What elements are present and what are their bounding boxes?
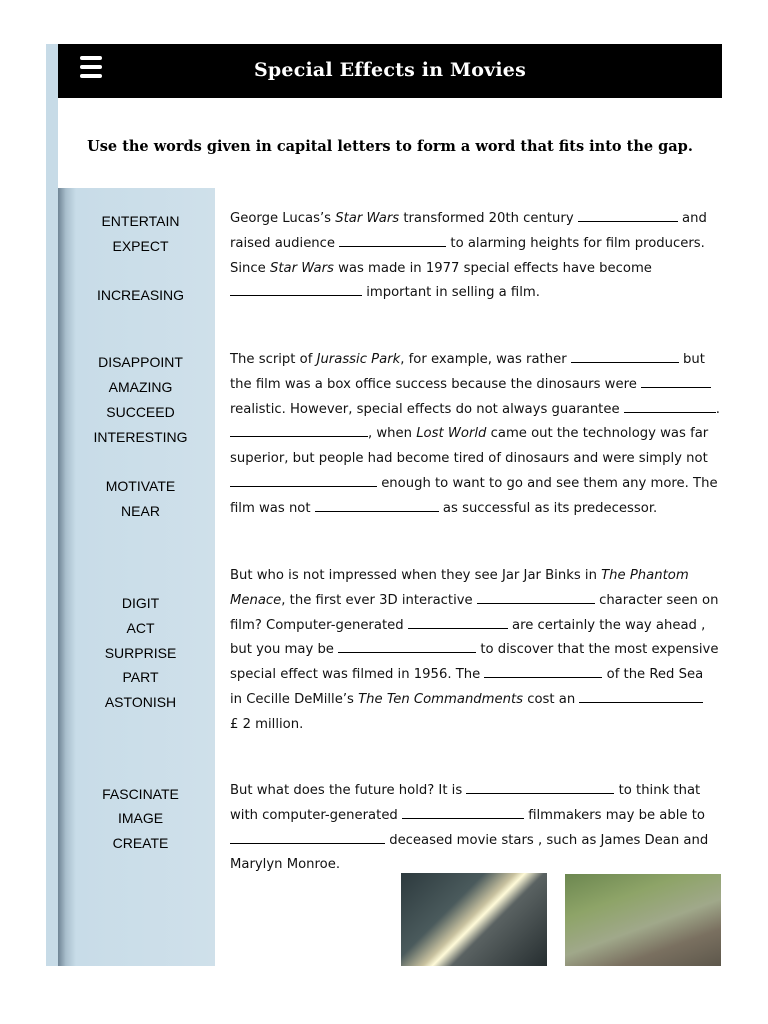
keyword: INTERESTING: [93, 429, 188, 445]
text-line: [230, 564, 720, 589]
paragraph-2: [230, 348, 720, 522]
text-line: [230, 589, 720, 614]
text-run: as successful as its predecessor.: [438, 500, 658, 516]
instructions: Use the words given in capital letters to form a word that fits into the gap.: [87, 138, 693, 155]
text-line: [230, 688, 720, 713]
text-run: Marylyn Monroe.: [230, 857, 341, 873]
text-run: to think that: [614, 783, 701, 798]
gap-blank[interactable]: [315, 497, 439, 512]
text-line: [230, 398, 720, 423]
text-run: , when: [368, 426, 417, 442]
text-line: [230, 281, 720, 306]
text-line: [230, 422, 720, 447]
text-run: superior, but people had become tired of dinosaurs and were simply not: [230, 451, 708, 467]
keyword: DIGIT: [121, 595, 160, 611]
text-run: but you may be: [230, 642, 339, 658]
italic-title: The Ten Commandments: [358, 691, 524, 707]
text-line: [230, 257, 720, 282]
keyword: NEAR: [121, 503, 160, 519]
gap-blank[interactable]: [339, 232, 446, 247]
italic-title: The Phantom: [601, 568, 689, 583]
gap-blank[interactable]: [230, 281, 362, 296]
gap-blank[interactable]: [484, 663, 602, 678]
keyword: PART: [122, 669, 159, 685]
paragraph-1: [230, 207, 720, 306]
text-line: [230, 472, 720, 497]
header-bar: [58, 44, 722, 98]
text-line: [230, 447, 720, 472]
keyword: AMAZING: [108, 379, 173, 395]
gap-blank[interactable]: [571, 348, 679, 363]
gap-blank[interactable]: [408, 614, 508, 629]
text-run: of the Red Sea: [602, 667, 704, 683]
text-run: filmmakers may be able to: [524, 807, 705, 823]
keyword: INCREASING: [96, 287, 185, 303]
text-run: are certainly the way ahead ,: [507, 617, 706, 633]
paragraph-3: [230, 564, 720, 738]
page-title: Special Effects in Movies: [254, 59, 526, 81]
gap-blank[interactable]: [578, 207, 678, 222]
keyword: DISAPPOINT: [98, 354, 183, 370]
gap-blank[interactable]: [230, 829, 385, 844]
text-run: deceased movie stars , such as James Dean and: [385, 832, 709, 848]
text-run: £ 2 million.: [230, 716, 304, 732]
text-line: [230, 638, 720, 663]
italic-title: Lost World: [416, 426, 487, 442]
text-run: But who is not impressed when they see Jar Jar Binks in: [230, 568, 602, 583]
keyword: ASTONISH: [104, 694, 177, 710]
text-line: [230, 207, 720, 232]
text-run: special effect was filmed in 1956. The: [230, 667, 485, 683]
text-run: and: [677, 211, 707, 226]
text-run: Since: [230, 260, 270, 276]
text-line: [230, 232, 720, 257]
italic-title: Star Wars: [269, 260, 334, 276]
text-run: raised audience: [230, 235, 340, 251]
text-run: character seen on: [594, 592, 719, 608]
keyword: CREATE: [112, 835, 169, 851]
italic-title: Star Wars: [335, 211, 400, 226]
gap-blank[interactable]: [338, 638, 476, 653]
text-line: [230, 713, 720, 738]
text-run: with computer-generated: [230, 807, 402, 823]
text-line: [230, 497, 720, 522]
keyword: FASCINATE: [102, 786, 179, 802]
keyword: SURPRISE: [104, 645, 177, 661]
text-line: [230, 663, 720, 688]
italic-title: Jurassic Park: [316, 352, 401, 367]
gap-blank[interactable]: [230, 472, 377, 487]
text-run: George Lucas’s: [230, 211, 336, 226]
text-run: film? Computer-generated: [230, 617, 408, 633]
text-run: transformed 20th century: [399, 211, 578, 226]
paragraph-4: [230, 779, 720, 878]
keyword: ENTERTAIN: [101, 213, 180, 229]
text-run: But what does the future hold? It is: [230, 783, 467, 798]
text-run: important in selling a film.: [362, 285, 540, 301]
text-run: realistic. However, special effects do not always guarantee: [230, 401, 624, 417]
gap-blank[interactable]: [402, 804, 524, 819]
gap-blank[interactable]: [641, 373, 711, 388]
gap-blank[interactable]: [579, 688, 703, 703]
text-run: .: [715, 401, 720, 417]
text-line: [230, 373, 720, 398]
text-run: came out the technology was far: [486, 426, 709, 442]
keyword: ACT: [126, 620, 155, 636]
keyword: SUCCEED: [106, 404, 175, 420]
text-run: to alarming heights for film producers.: [446, 235, 705, 251]
text-run: The script of: [230, 352, 317, 367]
text-line: [230, 829, 720, 854]
jurassic-park-raptors-photo: [565, 874, 721, 966]
text-run: , for example, was rather: [400, 352, 571, 367]
star-wars-lightsaber-photo: [401, 873, 547, 966]
text-run: enough to want to go and see them any more. The: [377, 475, 718, 491]
text-line: [230, 804, 720, 829]
italic-title: Menace: [230, 592, 282, 608]
text-run: cost an: [523, 691, 580, 707]
text-line: [230, 614, 720, 639]
text-line: [230, 779, 720, 804]
text-run: but: [678, 352, 705, 367]
keyword: IMAGE: [117, 810, 164, 826]
gap-blank[interactable]: [466, 779, 614, 794]
text-run: , the first ever 3D interactive: [281, 592, 477, 608]
gap-blank[interactable]: [230, 422, 368, 437]
gap-blank[interactable]: [624, 398, 716, 413]
text-run: was made in 1977 special effects have become: [333, 260, 652, 276]
text-run: to discover that the most expensive: [476, 642, 719, 658]
gap-blank[interactable]: [477, 589, 595, 604]
text-run: the film was a box office success because the dinosaurs were: [230, 376, 642, 392]
text-line: [230, 348, 720, 373]
left-border-stripe: [46, 44, 58, 966]
text-run: in Cecille DeMille’s: [230, 691, 359, 707]
text-run: film was not: [230, 500, 315, 516]
keyword: MOTIVATE: [105, 478, 176, 494]
keyword: EXPECT: [112, 238, 169, 254]
